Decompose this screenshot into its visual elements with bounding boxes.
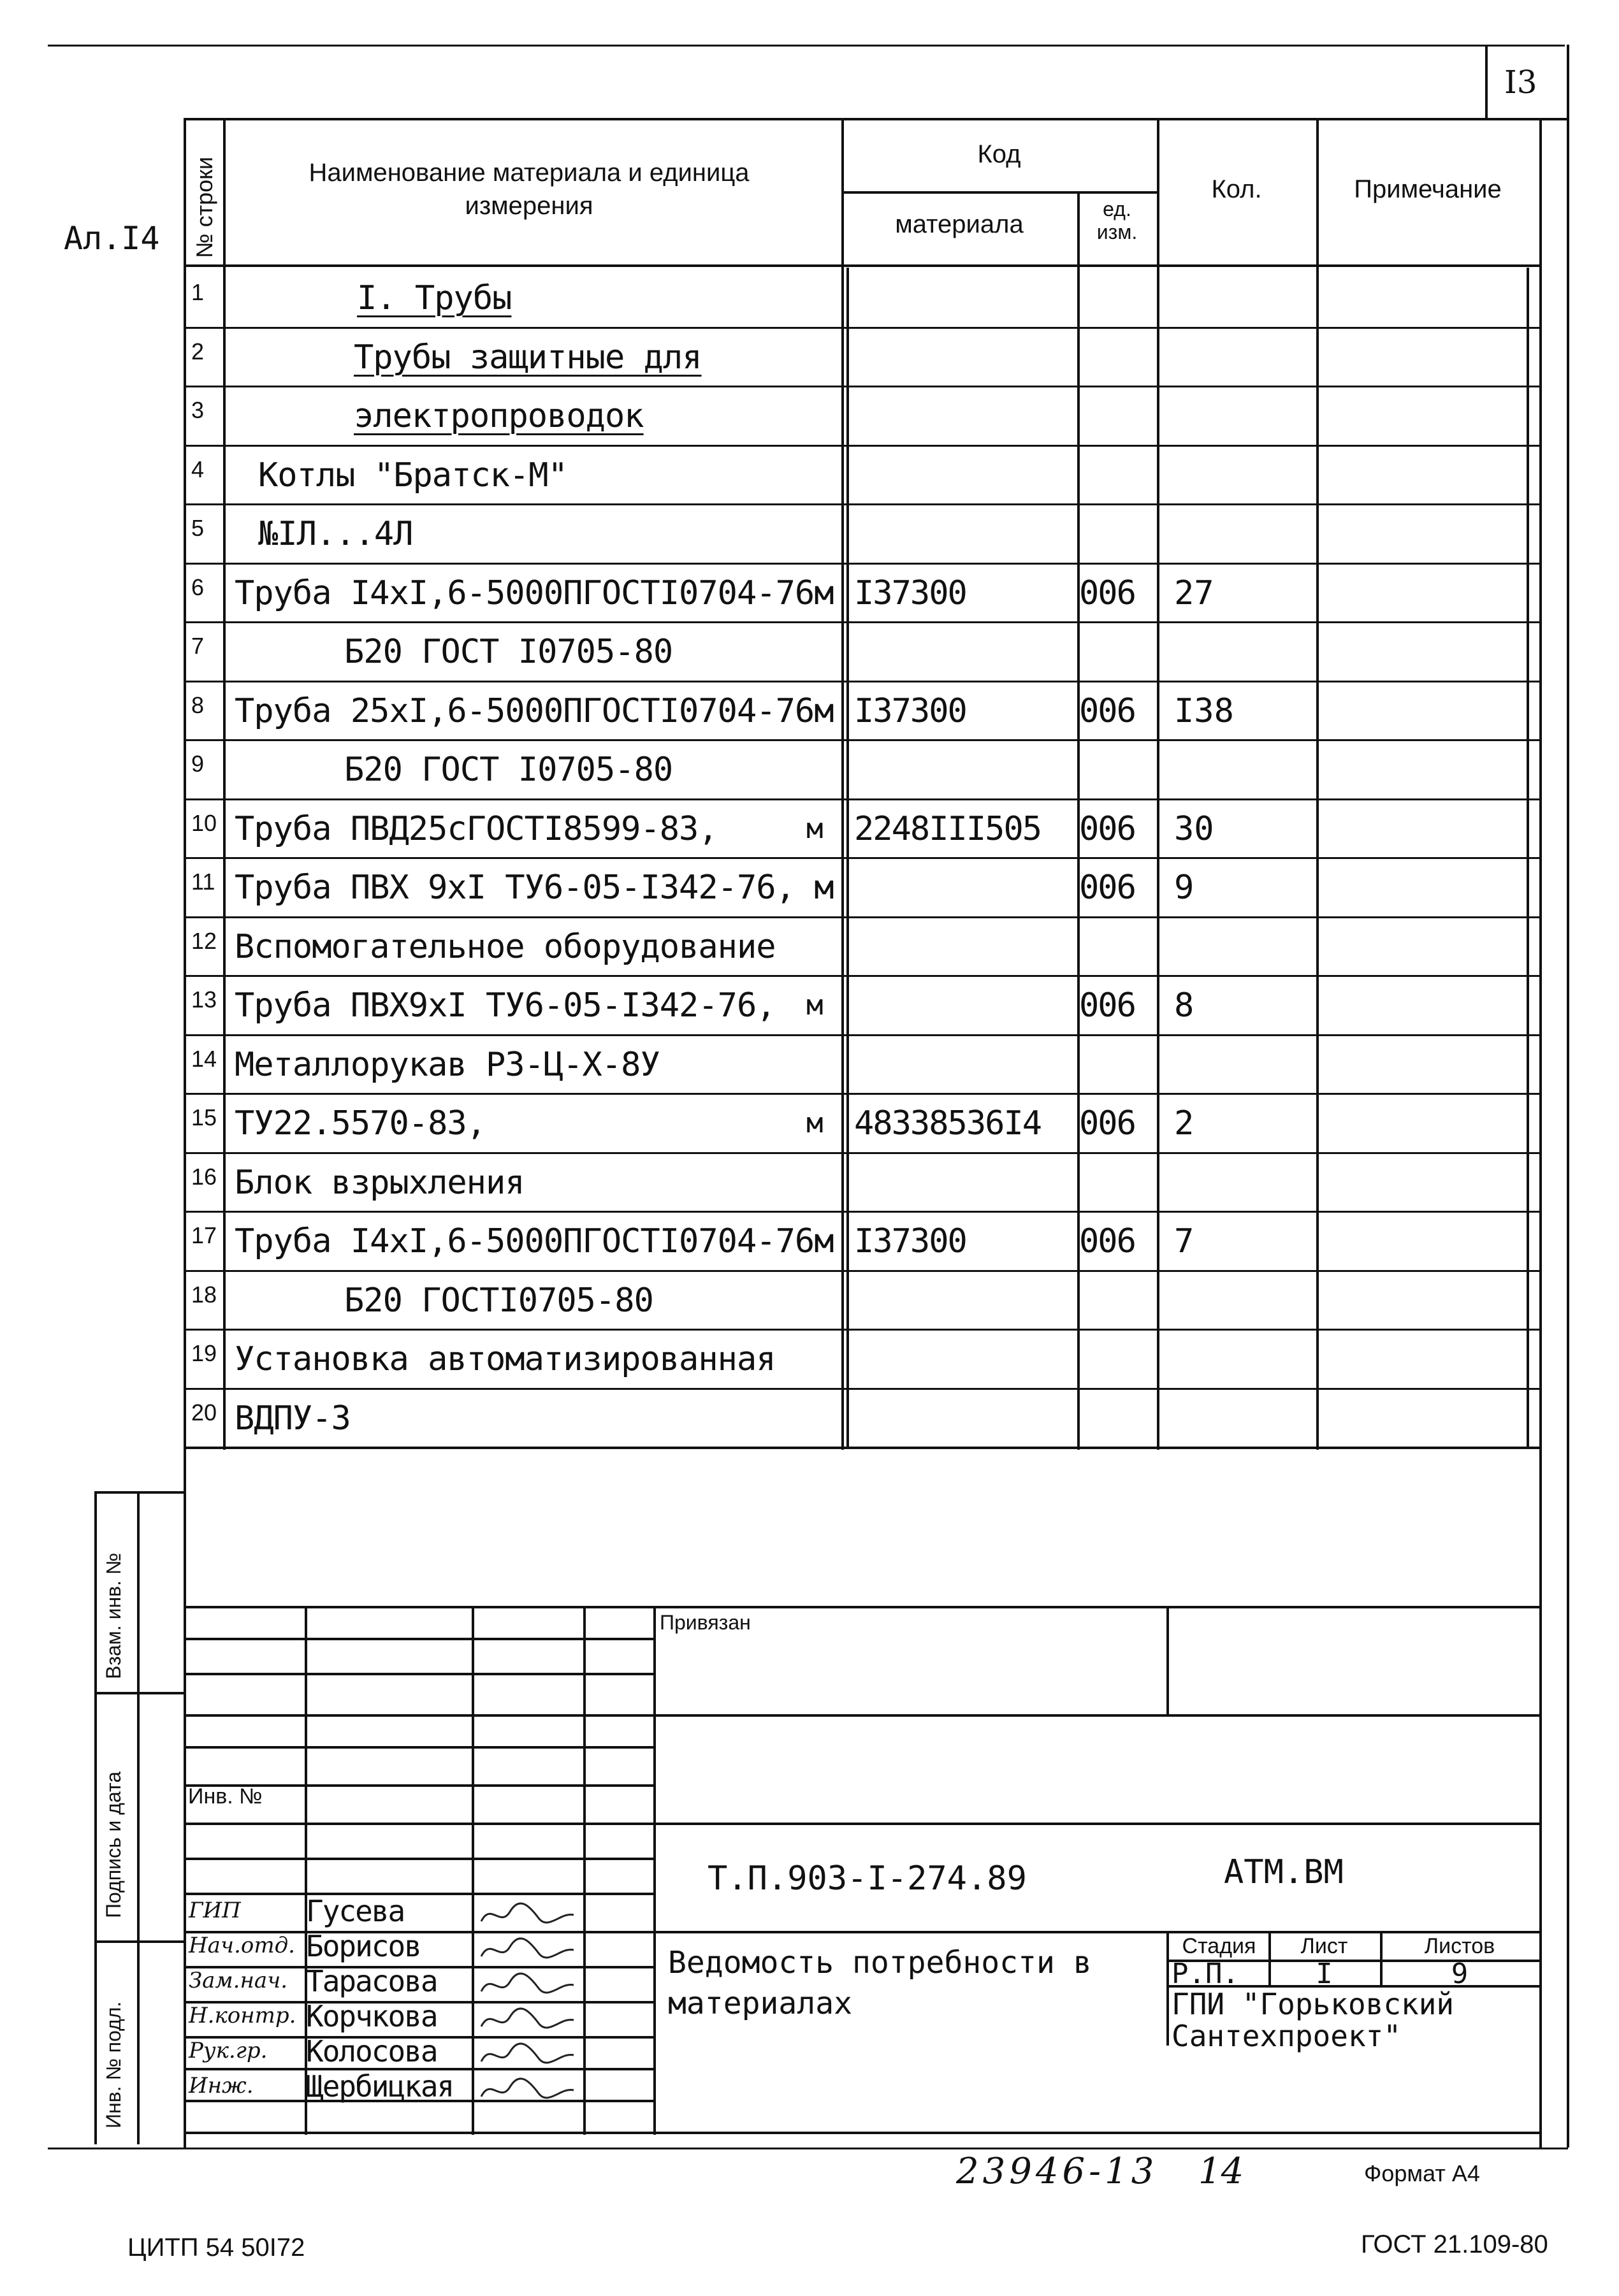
row-number: 17 xyxy=(191,1222,217,1248)
unit-code: 006 xyxy=(1079,574,1135,612)
top-border-line xyxy=(48,45,1565,47)
side-stamp-sep2 xyxy=(94,1940,184,1943)
material-name: Котлы "Братск-М" xyxy=(258,456,567,495)
tb-col4 xyxy=(653,1606,656,2135)
row-separator xyxy=(184,1034,1541,1036)
material-name: Б20 ГОСТI0705-80 xyxy=(344,1281,653,1320)
signer-name: Корчкова xyxy=(306,1999,437,2033)
signer-name: Гусева xyxy=(306,1894,405,1928)
row-separator xyxy=(184,681,1541,682)
tb-row-line6 xyxy=(184,1823,1541,1825)
row-number: 3 xyxy=(191,397,205,423)
header-code-unit xyxy=(1077,198,1157,243)
material-name: I. Трубы xyxy=(357,279,512,317)
signature-mark xyxy=(478,2004,580,2036)
quantity: 30 xyxy=(1174,809,1214,848)
header-qty: Кол. xyxy=(1211,175,1262,203)
signature-mark xyxy=(478,2039,580,2071)
unit-code: 006 xyxy=(1079,691,1135,730)
side-stamp-mid xyxy=(137,1491,140,2144)
side-label-podpis: Подпись и дата xyxy=(102,1771,125,1918)
doc-title: Ведомость потребности в материалах xyxy=(668,1945,1092,2021)
material-code: 2248III505 xyxy=(854,809,1042,848)
row-separator xyxy=(184,563,1541,565)
stage-label: Стадия xyxy=(1182,1934,1256,1958)
row-separator xyxy=(184,739,1541,741)
row-separator xyxy=(184,503,1541,505)
bottom-border-line xyxy=(48,2148,1568,2149)
material-name: Труба 25xI,6-5000ПГОСТI0704-76м xyxy=(235,691,834,730)
privyazan-label: Привязан xyxy=(660,1611,751,1634)
row-number: 14 xyxy=(191,1045,217,1072)
signer-role: ГИП xyxy=(189,1898,241,1923)
row-number: 13 xyxy=(191,986,217,1013)
table-top-line xyxy=(184,118,1541,120)
tb-row-line4 xyxy=(184,1746,655,1749)
unit-measure: м xyxy=(806,1107,824,1139)
row-number: 6 xyxy=(191,574,205,600)
row-separator xyxy=(184,327,1541,329)
signer-role: Рук.гр. xyxy=(189,2038,268,2063)
row-separator xyxy=(184,798,1541,800)
gost-label: ГОСТ 21.109-80 xyxy=(1361,2230,1548,2258)
material-name: Трубы защитные для xyxy=(354,338,702,377)
material-code: I37300 xyxy=(854,574,966,612)
quantity: I38 xyxy=(1174,691,1234,730)
sheet-value: I xyxy=(1316,1958,1333,1990)
side-stamp-sep1 xyxy=(94,1692,184,1694)
signature-mark xyxy=(478,1969,580,2001)
handwritten-page-no: 14 xyxy=(1198,2151,1244,2192)
signer-name: Колосова xyxy=(306,2034,437,2069)
handwritten-doc-no: 23946-13 xyxy=(956,2151,1158,2192)
signer-role: Нач.отд. xyxy=(189,1933,295,1958)
sheet-label: Лист xyxy=(1300,1934,1348,1958)
tb-top xyxy=(184,1606,1541,1608)
signer-role: Зам.нач. xyxy=(189,1968,288,1993)
row-number: 20 xyxy=(191,1399,217,1426)
quantity: 8 xyxy=(1174,986,1194,1025)
row-separator xyxy=(184,386,1541,387)
signer-name: Щербицкая xyxy=(306,2069,454,2104)
material-name: Б20 ГОСТ I0705-80 xyxy=(344,633,673,671)
unit-code: 006 xyxy=(1079,1222,1135,1260)
row-separator xyxy=(184,1329,1541,1331)
table-header-bottom-line xyxy=(184,264,1541,267)
print-code: ЦИТП 54 50I72 xyxy=(127,2234,305,2262)
col-rownum-sep xyxy=(223,118,226,1450)
header-name: Наименование материала и единица измерения xyxy=(309,159,750,220)
row-number: 10 xyxy=(191,809,217,836)
right-frame-line xyxy=(1539,118,1542,2148)
unit-measure: м xyxy=(806,989,824,1022)
tb-left xyxy=(184,1606,186,2148)
tb-bottom xyxy=(184,2132,1541,2134)
material-name: Установка автоматизированная xyxy=(235,1340,776,1378)
header-row-no: № строки xyxy=(191,156,217,258)
row-number: 5 xyxy=(191,515,205,541)
right-border-line xyxy=(1567,45,1569,2148)
inv-no-label: Инв. № xyxy=(188,1784,263,1809)
row-number: 15 xyxy=(191,1104,217,1130)
tb-col2 xyxy=(472,1606,474,2135)
header-code: Код xyxy=(977,140,1021,168)
row-number: 4 xyxy=(191,456,205,482)
material-name: Вспомогательное оборудование xyxy=(235,927,776,966)
material-code: 48338536I4 xyxy=(854,1104,1042,1143)
unit-measure: м xyxy=(806,812,824,845)
unit-code: 006 xyxy=(1079,986,1135,1025)
tb-row-line7 xyxy=(184,1858,655,1860)
col-qty-sep xyxy=(1316,118,1319,1450)
row-separator xyxy=(184,1152,1541,1154)
unit-code: 006 xyxy=(1079,809,1135,848)
org-name: ГПИ "Горьковский Сантехпроект" xyxy=(1172,1987,1455,2053)
sheets-value: 9 xyxy=(1451,1958,1469,1990)
row-separator xyxy=(184,621,1541,623)
material-name: Труба ПВХ9xI ТУ6-05-I342-76, xyxy=(235,986,776,1025)
side-label-vzam: Взам. инв. № xyxy=(102,1552,125,1679)
tb-stage-left xyxy=(1166,1931,1169,2046)
table-bottom-line xyxy=(184,1447,1541,1449)
row-number: 12 xyxy=(191,927,217,954)
row-number: 19 xyxy=(191,1340,217,1366)
tb-col3 xyxy=(583,1606,586,2135)
quantity: 2 xyxy=(1174,1104,1194,1143)
row-separator xyxy=(184,857,1541,859)
side-label-inv-podl: Инв. № подл. xyxy=(102,2001,125,2128)
signature-mark xyxy=(478,2074,580,2106)
row-number: 18 xyxy=(191,1281,217,1308)
signer-name: Тарасова xyxy=(306,1964,437,1998)
row-separator xyxy=(184,445,1541,447)
material-name: ВДПУ-3 xyxy=(235,1399,351,1438)
tb-row-line1 xyxy=(184,1638,655,1640)
sheets-label: Листов xyxy=(1424,1934,1495,1958)
row-separator xyxy=(184,1388,1541,1390)
material-name: Труба I4xI,6-5000ПГОСТI0704-76м xyxy=(235,574,834,612)
material-name: Металлорукав Р3-Ц-Х-8У xyxy=(235,1045,660,1084)
quantity: 9 xyxy=(1174,869,1194,907)
signature-mark xyxy=(478,1899,580,1931)
side-stamp-top xyxy=(94,1491,184,1494)
material-name: электропроводок xyxy=(354,397,644,435)
album-label: Ал.I4 xyxy=(64,220,160,257)
format-label: Формат А4 xyxy=(1364,2160,1480,2186)
header-code-unit-line2: изм. xyxy=(1096,220,1138,243)
header-code-material: материала xyxy=(895,210,1024,238)
material-name: ТУ22.5570-83, xyxy=(235,1104,486,1143)
doc-mark: АТМ.ВМ xyxy=(1224,1853,1344,1891)
page-number: I3 xyxy=(1504,64,1537,101)
header-note: Примечание xyxy=(1354,175,1502,203)
tb-row-line9 xyxy=(653,1931,1541,1933)
tb-row-line3 xyxy=(184,1714,1541,1717)
tb-privyazan-sep xyxy=(1166,1606,1169,1714)
tb-row-line8 xyxy=(184,1893,655,1895)
row-number: 9 xyxy=(191,751,205,777)
material-name: Труба ПВХ 9xI ТУ6-05-I342-76, м xyxy=(235,869,834,907)
row-separator xyxy=(184,916,1541,918)
signer-role: Инж. xyxy=(189,2073,254,2098)
material-name: Б20 ГОСТ I0705-80 xyxy=(344,751,673,789)
signer-role: Н.контр. xyxy=(189,2003,296,2028)
row-separator xyxy=(184,1211,1541,1213)
row-separator xyxy=(184,1093,1541,1095)
material-name: Труба ПВД25сГОСТI8599-83, xyxy=(235,809,718,848)
row-number: 7 xyxy=(191,633,205,659)
row-separator xyxy=(184,975,1541,977)
tb-row-line2 xyxy=(184,1673,655,1675)
page-number-box-left xyxy=(1485,46,1488,119)
row-number: 2 xyxy=(191,338,205,365)
quantity: 27 xyxy=(1174,574,1214,612)
material-code: I37300 xyxy=(854,1222,966,1260)
unit-code: 006 xyxy=(1079,1104,1135,1143)
unit-code: 006 xyxy=(1079,869,1135,907)
side-stamp-left xyxy=(94,1491,97,2144)
quantity: 7 xyxy=(1174,1222,1194,1260)
row-number: 11 xyxy=(191,869,215,895)
col-unit-sep xyxy=(1157,118,1159,1450)
header-code-unit-line1: ед. xyxy=(1103,198,1131,220)
stage-value: Р.П. xyxy=(1172,1958,1239,1990)
code-subheader-line xyxy=(841,191,1157,194)
doc-code: Т.П.903-I-274.89 xyxy=(708,1859,1027,1898)
signature-mark xyxy=(478,1934,580,1966)
material-name: №IЛ...4Л xyxy=(258,515,413,553)
col-name-sep xyxy=(841,118,844,1450)
signer-name: Борисов xyxy=(306,1929,421,1963)
material-name: Блок взрыхления xyxy=(235,1163,525,1202)
material-name: Труба I4xI,6-5000ПГОСТI0704-76м xyxy=(235,1222,834,1260)
row-number: 8 xyxy=(191,691,205,718)
row-separator xyxy=(184,1270,1541,1272)
row-number: 1 xyxy=(191,279,205,305)
row-number: 16 xyxy=(191,1163,217,1190)
material-code: I37300 xyxy=(854,691,966,730)
